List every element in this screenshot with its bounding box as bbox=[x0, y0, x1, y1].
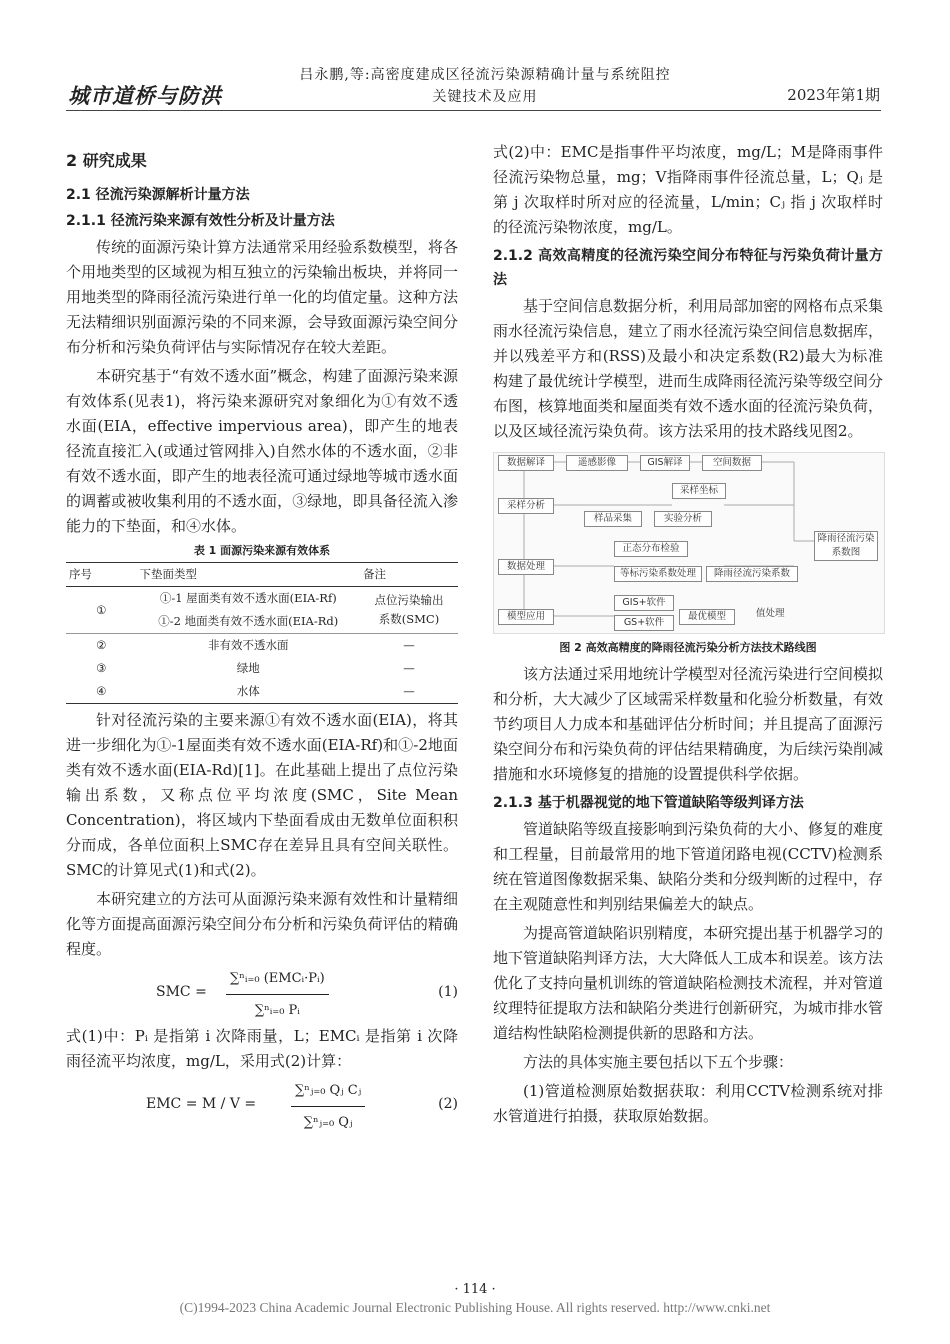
paragraph: 该方法通过采用地统计学模型对径流污染进行空间模拟和分析，大大减少了区域需采样数量和化验分析数量，有效节约项目人力成本和基础评估分析时间；并且提高了面源污染空间分布和污染负荷的评估结果精确度，为后续污染削减措施和水环境修复的措施的设置提供科学依据。 bbox=[493, 665, 884, 783]
issue-label: 2023年第1期 bbox=[787, 86, 880, 104]
equation-denominator: ∑ⁿᵢ₌₀ Pᵢ bbox=[254, 1003, 300, 1018]
equation-1 bbox=[66, 966, 458, 1024]
subsection-heading: 2.1 径流污染源解析计量方法 bbox=[66, 187, 250, 203]
table-header-cell: 下垫面类型 bbox=[137, 563, 360, 587]
paragraph: 本研究基于“有效不透水面”概念，构建了面源污染来源有效体系(见表1)，将污染来源研究对象细化为①有效不透水面(EIA，effective impervious area)，即产生的地表径流直接汇入(或通过管网排入)自然水体的不透水面，②非有效不透水面，即产生的地表径流可通过绿地等城市透水面的调蓄或被收集利用的不透水面，③绿地，即具备径流入渗能力的下垫面，和④水体。 bbox=[66, 367, 458, 535]
flow-box: 数据解译 bbox=[498, 455, 554, 471]
paragraph: (1)管道检测原始数据获取：利用CCTV检测系统对排水管道进行拍摄，获取原始数据。 bbox=[493, 1082, 883, 1125]
flow-box: 实验分析 bbox=[654, 511, 712, 527]
table-header-cell: 备注 bbox=[360, 563, 458, 587]
table-cell: ② bbox=[96, 638, 107, 652]
table-row bbox=[66, 587, 458, 611]
equation-lhs: SMC = bbox=[156, 984, 207, 1000]
header-divider bbox=[66, 110, 881, 111]
table-cell: — bbox=[403, 684, 415, 698]
table-row bbox=[66, 680, 458, 704]
table-row bbox=[66, 657, 458, 680]
flow-box: 降雨径流污染系数 bbox=[706, 566, 798, 582]
equation-2 bbox=[66, 1078, 458, 1136]
flow-box: GIS解译 bbox=[640, 455, 690, 471]
subsubsection-heading: 2.1.3 基于机器视觉的地下管道缺陷等级判译方法 bbox=[493, 795, 804, 811]
table-row bbox=[66, 634, 458, 658]
table-note-line: 点位污染输出 bbox=[374, 593, 444, 607]
flow-box: 数据处理 bbox=[498, 559, 554, 575]
table-cell: 非有效不透水面 bbox=[208, 638, 289, 652]
equation-fraction bbox=[291, 1078, 365, 1135]
table-cell: — bbox=[403, 638, 415, 652]
paragraph: 方法的具体实施主要包括以下五个步骤： bbox=[523, 1053, 794, 1071]
subsubsection-heading: 2.1.1 径流污染来源有效性分析及计量方法 bbox=[66, 213, 335, 229]
flow-box: 样品采集 bbox=[584, 511, 642, 527]
flow-box: 采样坐标 bbox=[672, 483, 726, 499]
page-number: · 114 · bbox=[454, 1282, 496, 1297]
flow-box: 最优模型 bbox=[679, 609, 735, 625]
flow-box: 遥感影像 bbox=[566, 455, 628, 471]
table-cell: ③ bbox=[96, 661, 107, 675]
table-cell: ①-1 屋面类有效不透水面(EIA-Rf) bbox=[159, 591, 337, 605]
flow-box: 等标污染系数处理 bbox=[614, 566, 702, 582]
flow-box: 采样分析 bbox=[498, 498, 554, 514]
paragraph: 本研究建立的方法可从面源污染来源有效性和计量精细化等方面提高面源污染空间分布分析和污染负荷评估的精确程度。 bbox=[66, 890, 458, 958]
table-cell: ①-2 地面类有效不透水面(EIA-Rd) bbox=[137, 610, 360, 634]
running-title-line1: 吕永鹏,等:高密度建成区径流污染源精确计量与系统阻控 bbox=[299, 67, 671, 83]
table-cell: 绿地 bbox=[236, 661, 260, 675]
flow-box: GIS+软件 bbox=[614, 595, 674, 611]
running-title-line2: 关键技术及应用 bbox=[432, 89, 538, 105]
flow-box: 正态分布检验 bbox=[614, 541, 688, 557]
flow-label: 值处理 bbox=[756, 608, 785, 619]
table-caption: 表 1 面源污染来源有效体系 bbox=[193, 544, 331, 557]
subsubsection-heading: 2.1.2 高效高精度的径流污染空间分布特征与污染负荷计量方法 bbox=[493, 248, 883, 288]
paragraph: 传统的面源污染计算方法通常采用经验系数模型，将各个用地类型的区域视为相互独立的污染输出板块，并将同一用地类型的降雨径流污染进行单一化的均值定量。这种方法无法精细识别面源污染的不同来源，会导致面源污染空间分布分析和污染负荷评估与实际情况存在较大差距。 bbox=[66, 238, 458, 356]
figure-2-flowchart bbox=[493, 452, 885, 634]
figure-caption: 图 2 高效高精度的降雨径流污染分析方法技术路线图 bbox=[559, 641, 817, 654]
paragraph: 式(2)中：EMC是指事件平均浓度，mg/L；M是降雨事件径流污染物总量，mg；V指降雨事件径流总量，L；Qⱼ 是第 j 次取样时所对应的径流量，L/min；Cⱼ 指 j 次取样时的径流污染物浓度，mg/L。 bbox=[493, 143, 883, 236]
journal-logo: 城市道桥与防洪 bbox=[68, 83, 222, 108]
paragraph: 基于空间信息数据分析，利用局部加密的网格布点采集雨水径流污染信息，建立了雨水径流污染空间信息数据库，并以残差平方和(RSS)及最小和决定系数(R2)最大为标准构建了最优统计学模型，进而生成降雨径流污染等级空间分布图，核算地面类和屋面类有效不透水面的径流污染负荷，以及区域径流污染负荷。该方法采用的技术路线见图2。 bbox=[493, 297, 884, 440]
paragraph: 式(1)中：Pᵢ 是指第 i 次降雨量，L；EMCᵢ 是指第 i 次降雨径流平均浓度，mg/L，采用式(2)计算： bbox=[66, 1027, 458, 1070]
flow-box: GS+软件 bbox=[614, 615, 674, 631]
equation-denominator: ∑ⁿⱼ₌₀ Qⱼ bbox=[303, 1115, 353, 1130]
table-cell: — bbox=[403, 661, 415, 675]
equation-numerator: ∑ⁿᵢ₌₀ (EMCᵢ·Pᵢ) bbox=[226, 966, 329, 995]
equation-number: (1) bbox=[438, 984, 458, 1000]
table-cell: ④ bbox=[96, 684, 107, 698]
left-column bbox=[66, 140, 458, 1136]
equation-numerator: ∑ⁿⱼ₌₀ Qⱼ Cⱼ bbox=[291, 1078, 365, 1107]
flow-box: 空间数据 bbox=[702, 455, 762, 471]
table-cell bbox=[360, 587, 458, 634]
flow-box: 模型应用 bbox=[498, 609, 554, 625]
equation-fraction bbox=[226, 966, 329, 1023]
paragraph: 为提高管道缺陷识别精度，本研究提出基于机器学习的地下管道缺陷判译方法，大大降低人工成本和误差。该方法优化了支持向量机训练的管道缺陷检测技术流程，并对管道纹理特征提取方法和缺陷分类进行创新研究，为城市排水管道结构性缺陷检测提供新的思路和方法。 bbox=[493, 924, 884, 1042]
flow-box: 降雨径流污染系数图 bbox=[814, 531, 878, 561]
table-header-cell: 序号 bbox=[66, 563, 137, 587]
paragraph: 管道缺陷等级直接影响到污染负荷的大小、修复的难度和工程量，目前最常用的地下管道闭路电视(CCTV)检测系统在管道图像数据采集、缺陷分类和分级判断的过程中，存在主观随意性和判别结果偏差大的缺点。 bbox=[493, 820, 884, 913]
table-note-line: 系数(SMC) bbox=[378, 612, 440, 626]
copyright-footer: (C)1994-2023 China Academic Journal Electronic Publishing House. All rights reserved. http://www.cnki.net bbox=[179, 1300, 771, 1315]
paragraph: 针对径流污染的主要来源①有效不透水面(EIA)，将其进一步细化为①-1屋面类有效不透水面(EIA-Rf)和①-2地面类有效不透水面(EIA-Rd)[1]。在此基础上提出了点位污染输出系数，又称点位平均浓度(SMC，Site Mean Concentration)，将区域内下垫面看成由无数单位面积积分而成，各单位面积上SMC存在差异且具有空间关联性。SMC的计算见式(1)和式(2)。 bbox=[66, 711, 458, 879]
source-table bbox=[66, 562, 458, 704]
section-heading: 2 研究成果 bbox=[66, 151, 147, 170]
equation-number: (2) bbox=[438, 1096, 458, 1112]
table-cell: 水体 bbox=[236, 684, 260, 698]
table-cell: ① bbox=[96, 602, 107, 617]
right-column bbox=[493, 140, 883, 1133]
equation-lhs: EMC = M / V = bbox=[146, 1096, 257, 1112]
running-title bbox=[270, 64, 700, 108]
